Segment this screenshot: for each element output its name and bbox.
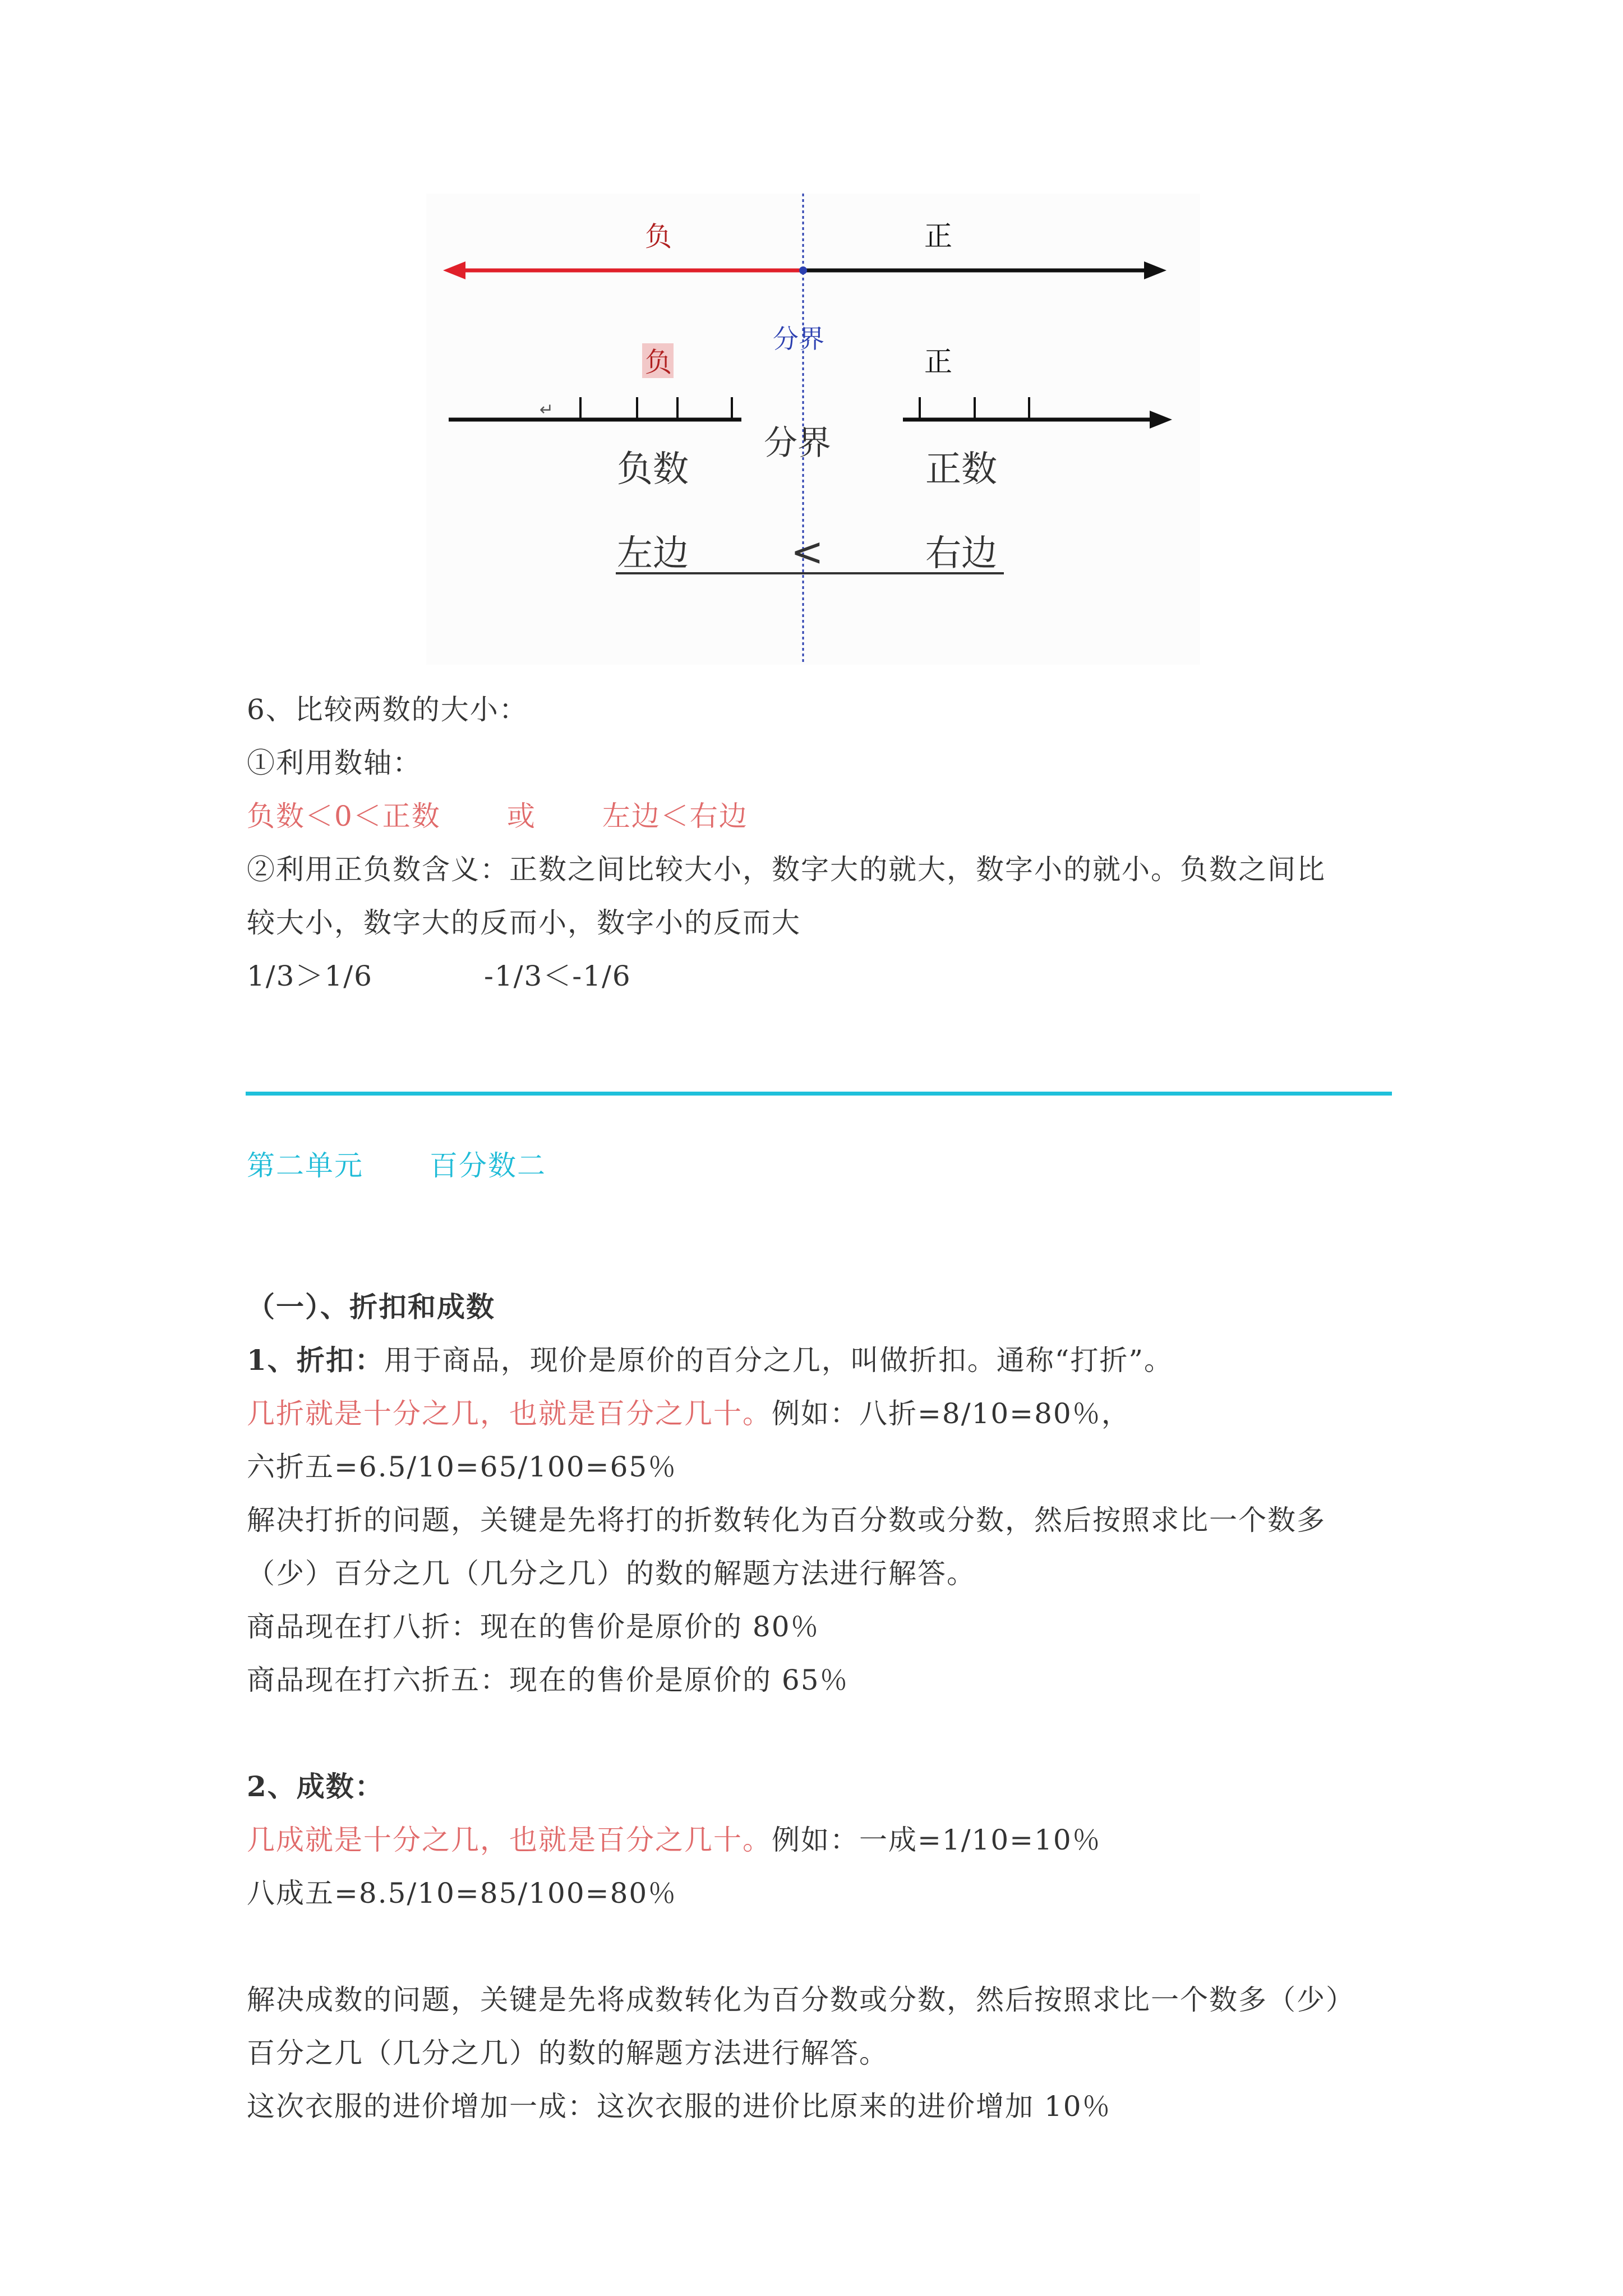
method2-line1: ②利用正负数含义：正数之间比较大小，数字大的就大，数字小的就小。负数之间比 — [247, 853, 1326, 886]
number-line-rule — [247, 794, 748, 834]
chengshu-example: 例如：一成=1/10=10％ — [772, 1824, 1101, 1856]
rule-a: 负数＜0＜正数 — [247, 800, 441, 832]
discount-case1: 商品现在打八折：现在的售价是原价的 80％ — [247, 1611, 820, 1643]
mid-boundary-label: 分界 — [764, 424, 831, 463]
right-side-label: 右边 — [925, 533, 997, 574]
chengshu-red: 几成就是十分之几，也就是百分之几十。 — [247, 1824, 772, 1856]
discount-method-line1: 解决打折的问题，关键是先将打的折数转化为百分数或分数，然后按照求比一个数多 — [247, 1504, 1326, 1536]
discount-rule — [247, 1391, 1131, 1432]
pos-numbers-label: 正数 — [925, 449, 997, 490]
origin-point — [799, 266, 807, 274]
discount-case2: 商品现在打六折五：现在的售价是原价的 65％ — [247, 1664, 849, 1696]
fraction-examples — [247, 954, 631, 994]
unit-subtitle: 百分数二 — [430, 1149, 546, 1182]
number-line-diagram — [0, 0, 1623, 673]
top-positive-label: 正 — [924, 220, 952, 252]
chengshu-case1: 这次衣服的进价增加一成：这次衣服的进价比原来的进价增加 10％ — [247, 2090, 1112, 2123]
chengshu-method-line2: 百分之几（几分之几）的数的解题方法进行解答。 — [247, 2037, 888, 2069]
chengshu-rule — [247, 1818, 1101, 1858]
chengshu-label: 2、成数： — [247, 1770, 384, 1803]
unit-title-main: 第二单元 — [247, 1149, 363, 1182]
pos-label: 正 — [924, 346, 952, 378]
discount-def: 用于商品，现价是原价的百分之几，叫做折扣。通称“打折”。 — [384, 1344, 1173, 1377]
discount-label: 1、折扣： — [247, 1343, 384, 1377]
less-than-symbol: < — [791, 529, 824, 575]
top-boundary-label: 分界 — [773, 324, 824, 354]
discount-example2: 六折五=6.5/10=65/100=65％ — [247, 1451, 677, 1483]
left-side-label: 左边 — [617, 533, 689, 574]
neg-label: 负 — [645, 347, 672, 378]
method1: ①利用数轴： — [247, 747, 422, 779]
top-negative-label: 负 — [645, 221, 672, 252]
discount-method-line2: （少）百分之几（几分之几）的数的解题方法进行解答。 — [247, 1557, 976, 1590]
rule-or: 或 — [506, 800, 536, 832]
discount-red: 几折就是十分之几，也就是百分之几十。 — [247, 1397, 772, 1430]
rule-b: 左边＜右边 — [602, 800, 748, 832]
discount-example: 例如：八折=8/10=80％， — [772, 1397, 1131, 1430]
unit-title — [247, 1143, 546, 1184]
chengshu-example2: 八成五=8.5/10=85/100=80％ — [247, 1877, 677, 1910]
return-mark-icon: ↵ — [540, 400, 554, 420]
discount-definition — [247, 1338, 1173, 1378]
example-b: -1/3＜-1/6 — [483, 960, 631, 992]
chengshu-method-line1: 解决成数的问题，关键是先将成数转化为百分数或分数，然后按照求比一个数多（少） — [247, 1984, 1355, 2016]
section1-heading: 6、比较两数的大小： — [247, 693, 528, 726]
method2-line2: 较大小，数字大的反而小，数字小的反而大 — [247, 907, 801, 939]
neg-numbers-label: 负数 — [617, 449, 689, 490]
example-a: 1/3＞1/6 — [247, 960, 373, 992]
section-divider — [246, 1092, 1392, 1096]
section2-heading: （一）、折扣和成数 — [247, 1290, 495, 1323]
